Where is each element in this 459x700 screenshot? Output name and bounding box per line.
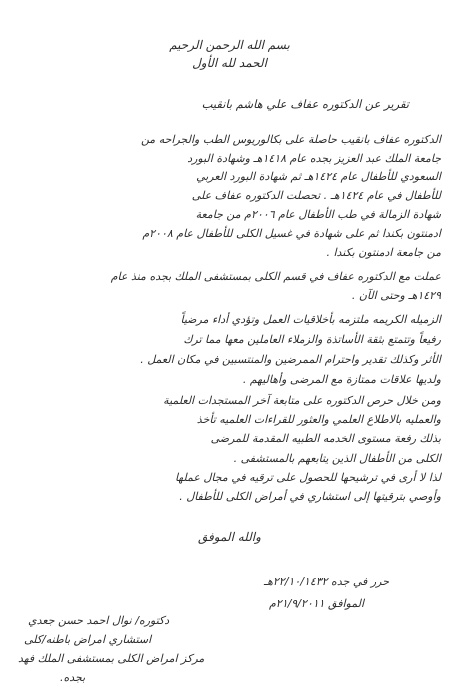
body-line: شهادة الزمالة في طب الأطفال عام ٢٠٠٦م من جامعة [195,208,441,221]
letter-title: تقرير عن الدكتوره عفاف علي هاشم بانقيب [201,97,409,111]
closing-phrase: والله الموفق [198,530,261,544]
body-line: ادمنتون بكندا ثم على شهادة في غسيل الكلى للأطفال عام ٢٠٠٨م [142,227,441,240]
date-hijri: حرر في جده ٢٢/١٠/١٤٣٢هـ [263,575,389,588]
signature-institution: مركز امراض الكلى بمستشفى الملك فهد [18,652,205,665]
body-line: الدكتوره عفاف بانقيب حاصلة على بكالوريوس الطب والجراحه من [140,133,441,146]
body-line: لذا لا أرى في ترشيحها للحصول على ترقيه في مجال عملها [174,471,441,484]
signature-title: استشاري امراض باطنه/كلى [24,633,152,646]
body-line: للأطفال في عام ١٤٢٤هـ . تحصلت الدكتوره عفاف على [191,189,441,202]
signature-city: بجده. [60,671,86,684]
body-line: بذلك رفعة مستوى الخدمه الطبيه المقدمة للمرضى [210,432,441,445]
body-line: ولديها علاقات ممتازة مع المرضى وأهاليهم . [242,373,441,386]
body-line: ومن خلال حرص الدكتوره على متابعة آخر المستجدات العلمية [163,394,441,407]
body-line: جامعة الملك عبد العزيز بجده عام ١٤١٨هـ وشهادة البورد [187,152,441,165]
body-line: عملت مع الدكتوره عفاف في قسم الكلى بمستشفى الملك بجده منذ عام [110,270,441,283]
body-line: من جامعة ادمنتون بكندا . [326,246,441,259]
date-gregorian: الموافق ٢١/٩/٢٠١١م [268,597,364,610]
body-line: والعمليه بالاطلاع العلمي والعثور للقراءات العلميه تأخذ [196,413,441,426]
basmala: بسم الله الرحمن الرحيم [169,38,290,52]
body-line: الكلى من الأطفال الذين يتابعهم بالمستشفى . [233,452,441,465]
body-line: ١٤٢٩هـ وحتى الآن . [351,289,441,302]
opening-praise: الحمد لله الأول [192,56,267,70]
body-line: الأثر وكذلك تقدير واحترام الممرضين والمنتسبين في مكان العمل . [140,353,441,366]
body-line: وأوصي بترقيتها إلى استشاري في أمراض الكلى للأطفال . [179,490,441,503]
body-line: السعودي للأطفال عام ١٤٢٤هـ ثم شهادة البورد العربي [196,170,441,183]
signature-name: دكتوره/ نوال احمد حسن جعدي [28,614,170,627]
body-line: الزميله الكريمه ملتزمه بأخلاقيات العمل وتؤدي أداء مرضياً [180,313,441,326]
body-line: رفيعاً وتتمتع بثقة الأساتذة والزملاء العاملين معها مما ترك [183,333,441,346]
